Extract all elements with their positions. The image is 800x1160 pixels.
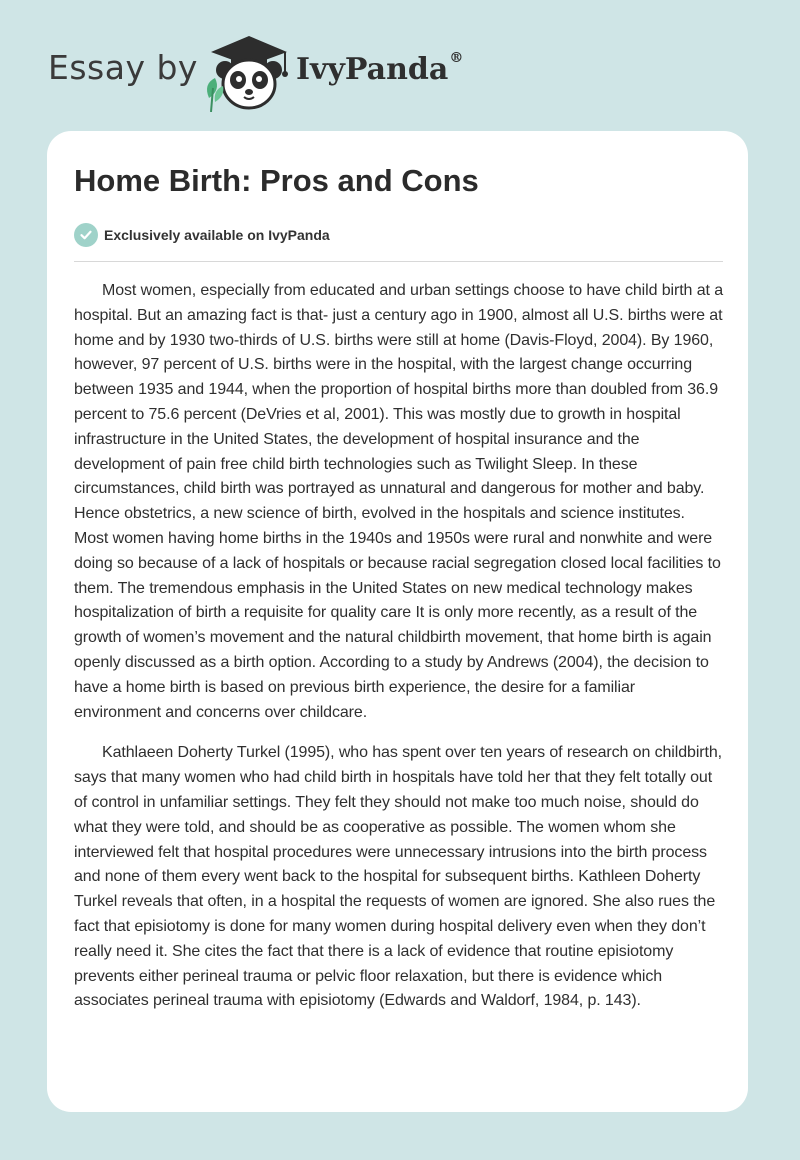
exclusive-badge-text: Exclusively available on IvyPanda [104, 227, 330, 243]
brand-prefix: Essay by [48, 48, 198, 87]
essay-body [74, 279, 723, 1030]
divider [74, 261, 723, 262]
registered-mark: ® [449, 50, 464, 66]
brand-name: IvyPanda® [296, 50, 464, 87]
paragraph: Kathlaeen Doherty Turkel (1995), who has spent over ten years of research on childbirth, says that many women who had child birth in hospitals have told her that they felt totally out of control in unfamiliar settings. They felt they should not make too much noise, should do what they were told, and should be as cooperative as possible. The women whom she interviewed felt that hospital procedures were unnecessary intrusions into the birth process and none of them every went back to the hospital for subsequent births. Kathleen Doherty Turkel reveals that often, in a hospital the requests of women are ignored. She also rues the fact that episiotomy is done for many women during hospital delivery even when they don’t really need it. She cites the fact that there is a lack of evidence that routine episiotomy prevents either perineal trauma or pelvic floor relaxation, but there is evidence which associates perineal trauma with episiotomy (Edwards and Waldorf, 1984, p. 143). [74, 744, 722, 1010]
exclusive-badge [74, 222, 330, 248]
essay-card [47, 131, 748, 1112]
brand-header[interactable] [48, 28, 488, 118]
check-circle-icon [74, 223, 98, 247]
page-title: Home Birth: Pros and Cons [74, 163, 479, 198]
panda-logo-icon [201, 28, 297, 112]
paragraph: Most women, especially from educated and urban settings choose to have child birth at a hospital. But an amazing fact is that- just a century ago in 1900, almost all U.S. births were at home and by 1930 two-thirds of U.S. births were still at home (Davis-Floyd, 2004). By 1960, however, 97 percent of U.S. births were in the hospital, with the largest change occurring between 1935 and 1944, when the proportion of hospital births more than doubled from 36.9 percent to 75.6 percent (DeVries et al, 2001). This was mostly due to growth in hospital infrastructure in the United States, the development of hospital insurance and the development of pain free child birth technologies such as Twilight Sleep. In these circumstances, child birth was portrayed as unnatural and dangerous for mother and baby. Hence obstetrics, a new science of birth, evolved in the hospitals and science institutes. Most women having home births in the 1940s and 1950s were rural and nonwhite and were doing so because of a lack of hospitals or because racial segregation closed local facilities to them. The tremendous emphasis in the United States on new medical technology makes hospitalization of birth a requisite for quality care It is only more recently, as a result of the growth of women’s movement and the natural childbirth movement, that home birth is again openly discussed as a birth option. According to a study by Andrews (2004), the decision to have a home birth is based on previous birth experience, the desire for a familiar environment and concerns over childcare. [74, 282, 723, 721]
